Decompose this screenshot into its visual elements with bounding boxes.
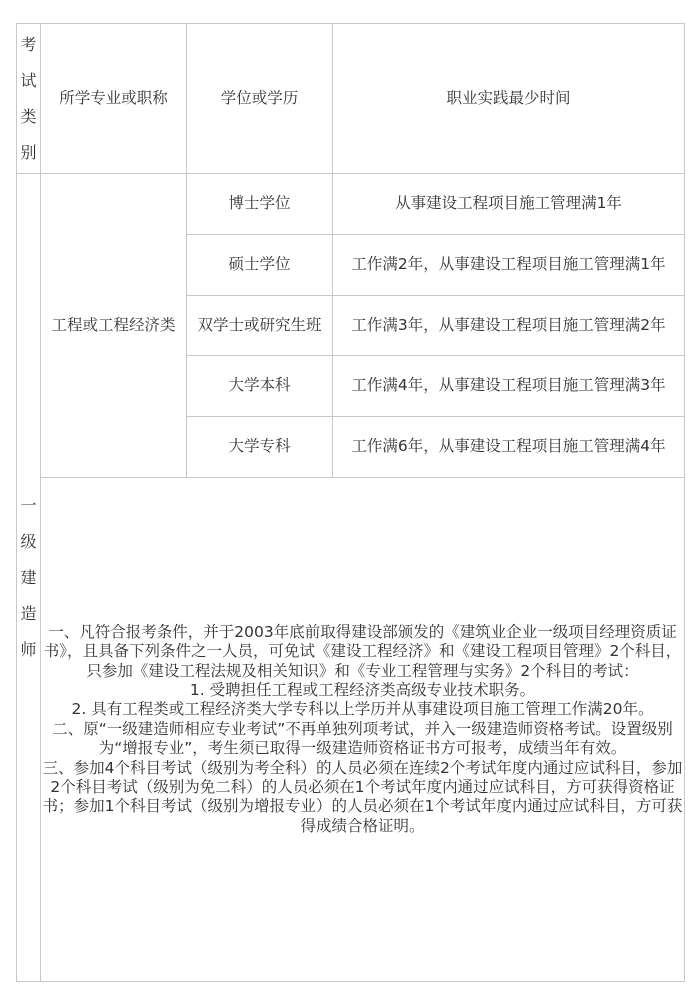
degree-cell: 大学专科 xyxy=(187,417,333,478)
header-exam-type xyxy=(17,24,41,174)
header-exam-type-char: 别 xyxy=(20,142,37,162)
note-paragraph: 1. 受聘担任工程或工程经济类高级专业技术职务。 xyxy=(189,681,536,700)
note-paragraph: 二、原“一级建造师相应专业考试”不再单独列项考试，并入一级建造师资格考试。设置级别为“增报专业”，考生须已取得一级建造师资格证书方可报考，成绩当年有效。 xyxy=(52,719,673,758)
degree-cell: 大学本科 xyxy=(187,356,333,417)
header-exam-type-char: 试 xyxy=(20,70,37,90)
header-major: 所学专业或职称 xyxy=(41,24,187,174)
exam-type-char: 建 xyxy=(20,567,37,587)
practice-cell: 工作满2年，从事建设工程项目施工管理满1年 xyxy=(333,235,685,296)
table-row xyxy=(17,174,685,235)
exam-type-char: 师 xyxy=(20,639,37,659)
major-cell: 工程或工程经济类 xyxy=(41,174,187,478)
notes-cell xyxy=(41,478,685,982)
header-exam-type-char: 考 xyxy=(20,34,37,54)
practice-cell: 工作满4年，从事建设工程项目施工管理满3年 xyxy=(333,356,685,417)
exam-type-char: 造 xyxy=(20,603,37,623)
header-practice: 职业实践最少时间 xyxy=(333,24,685,174)
header-degree: 学位或学历 xyxy=(187,24,333,174)
degree-cell: 硕士学位 xyxy=(187,235,333,296)
exam-type-char: 级 xyxy=(20,531,37,551)
note-paragraph: 一、凡符合报考条件，并于2003年底前取得建设部颁发的《建筑业企业一级项目经理资质证书》，且具备下列条件之一人员，可免试《建设工程经济》和《建设工程项目管理》2个科目，只参加《建设工程法规及相关知识》和《专业工程管理与实务》2个科目的考试： xyxy=(43,622,682,680)
practice-cell: 从事建设工程项目施工管理满1年 xyxy=(333,174,685,235)
note-paragraph: 2. 具有工程类或工程经济类大学专科以上学历并从事建设项目施工管理工作满20年。 xyxy=(71,700,654,719)
requirements-table xyxy=(16,23,685,982)
exam-type-char: 一 xyxy=(20,495,37,515)
notes-row xyxy=(17,478,685,982)
practice-cell: 工作满6年，从事建设工程项目施工管理满4年 xyxy=(333,417,685,478)
note-paragraph: 三、参加4个科目考试（级别为考全科）的人员必须在连续2个考试年度内通过应试科目，参加2个科目考试（级别为免二科）的人员必须在1个考试年度内通过应试科目，方可获得资格证书；参加1个科目考试（级别为增报专业）的人员必须在1个考试年度内通过应试科目，方可获得成绩合格证明。 xyxy=(42,758,683,835)
degree-cell: 博士学位 xyxy=(187,174,333,235)
header-exam-type-char: 类 xyxy=(20,106,37,126)
exam-type-cell xyxy=(17,174,41,982)
header-row xyxy=(17,24,685,174)
degree-cell: 双学士或研究生班 xyxy=(187,296,333,356)
practice-cell: 工作满3年，从事建设工程项目施工管理满2年 xyxy=(333,296,685,356)
